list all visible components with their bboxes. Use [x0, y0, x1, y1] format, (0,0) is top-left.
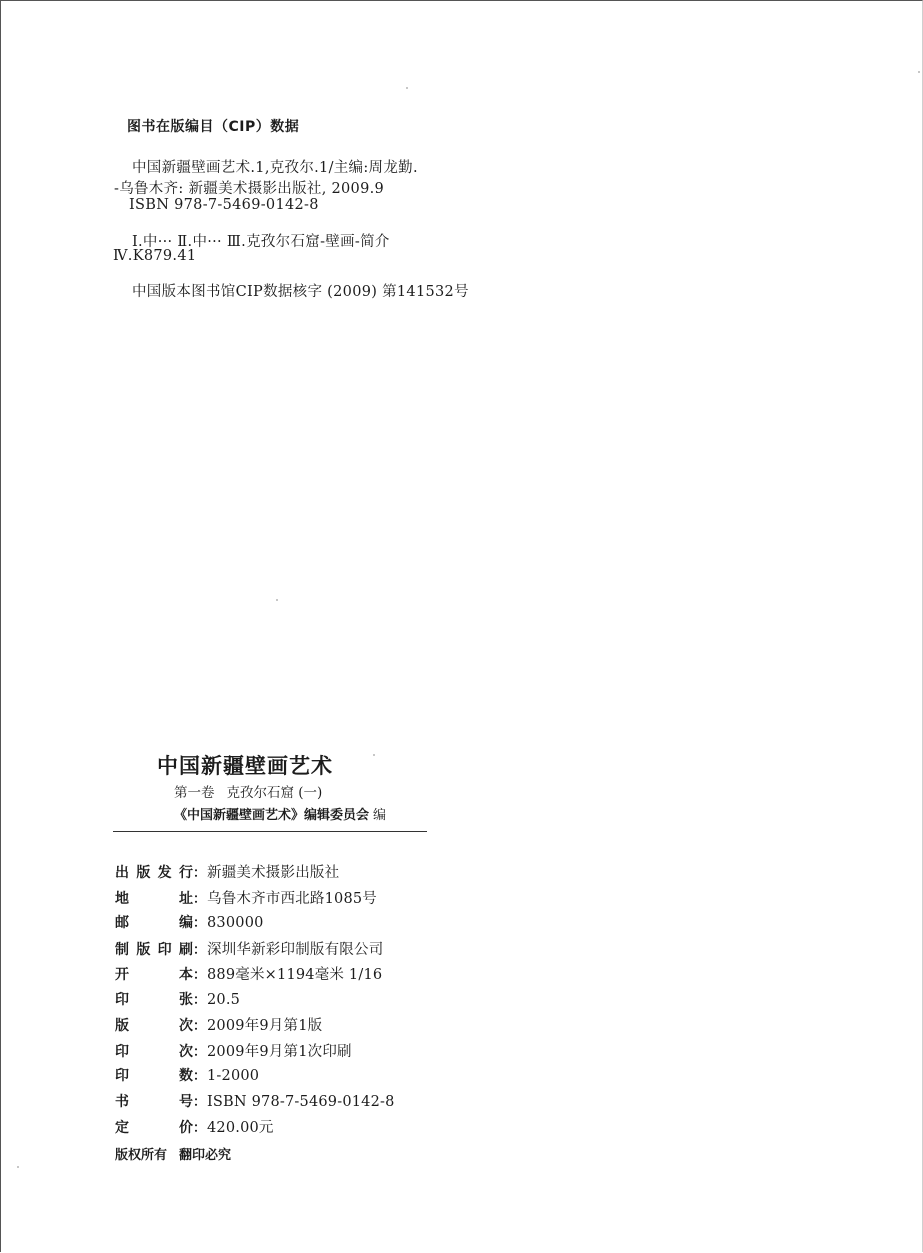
colophon-label: 定 价 — [115, 1120, 193, 1136]
colophon-row — [115, 912, 595, 938]
colophon-colon: ： — [193, 1019, 207, 1034]
colophon-value: 830000 — [207, 915, 264, 931]
editor-line — [174, 804, 386, 823]
volume-number: 第一卷 — [174, 785, 215, 801]
scan-speck — [406, 87, 408, 89]
colophon-colon: ： — [193, 891, 207, 907]
colophon-colon: ： — [193, 1044, 207, 1060]
colophon-colon: ： — [193, 968, 207, 983]
colophon-row — [115, 963, 595, 989]
book-title: 中国新疆壁画艺术 — [157, 754, 333, 778]
editor-role: 编 — [373, 808, 387, 823]
colophon-label: 开 本 — [115, 967, 193, 983]
cip-heading: 图书在版编目（CIP）数据 — [127, 119, 300, 135]
cip-subject-line: Ⅰ.中··· Ⅱ.中··· Ⅲ.克孜尔石窟-壁画-简介 — [132, 234, 390, 250]
colophon-value: 乌鲁木齐市西北路1085号 — [207, 890, 378, 907]
colophon-row — [115, 887, 595, 913]
colophon-value: 889毫米×1194毫米 1/16 — [207, 967, 383, 983]
colophon-row — [115, 989, 595, 1015]
scan-speck — [918, 71, 920, 73]
colophon-colon: ： — [193, 1094, 207, 1110]
colophon-colon: ： — [193, 1121, 207, 1136]
cip-classification: Ⅳ.K879.41 — [113, 248, 197, 264]
volume-subtitle: 克孜尔石窟 (一) — [226, 785, 323, 801]
scan-speck — [373, 754, 375, 756]
colophon-value: 新疆美术摄影出版社 — [207, 865, 340, 881]
colophon-row — [115, 1040, 595, 1066]
colophon-label: 印 数 — [115, 1068, 193, 1084]
colophon-value: ISBN 978-7-5469-0142-8 — [207, 1093, 395, 1110]
colophon-label: 版 次 — [115, 1018, 193, 1034]
colophon-label: 制 版 印 刷 — [115, 941, 193, 958]
cip-isbn-line: ISBN 978-7-5469-0142-8 — [129, 197, 319, 213]
colophon-row — [115, 938, 595, 964]
colophon-table — [115, 861, 595, 1142]
colophon-row — [115, 1065, 595, 1091]
colophon-row — [115, 1091, 595, 1117]
colophon-label: 出 版 发 行 — [115, 865, 193, 881]
scan-speck — [276, 599, 278, 601]
cip-entry-line: 中国新疆壁画艺术.1,克孜尔.1/主编:周龙勤. — [132, 160, 418, 176]
colophon-value: 420.00元 — [207, 1120, 274, 1136]
colophon-value: 深圳华新彩印制版有限公司 — [207, 941, 384, 958]
colophon-value: 2009年9月第1版 — [207, 1018, 323, 1034]
colophon-label: 书 号 — [115, 1093, 193, 1110]
colophon-colon: ： — [193, 942, 207, 958]
colophon-row — [115, 1116, 595, 1142]
colophon-colon: ： — [193, 992, 207, 1008]
colophon-value: 2009年9月第1次印刷 — [207, 1043, 352, 1060]
colophon-label: 地 址 — [115, 890, 193, 907]
cip-publisher-line: -乌鲁木齐: 新疆美术摄影出版社, 2009.9 — [114, 181, 385, 197]
colophon-row — [115, 1014, 595, 1040]
no-reproduction: 翻印必究 — [179, 1148, 232, 1163]
colophon-label: 印 次 — [115, 1043, 193, 1060]
editor-organization: 《中国新疆壁画艺术》编辑委员会 — [174, 808, 370, 823]
colophon-value: 20.5 — [207, 991, 241, 1008]
rights-reserved: 版权所有 — [115, 1148, 168, 1163]
colophon-row — [115, 861, 595, 887]
scan-speck — [17, 1166, 19, 1168]
colophon-colon: ： — [193, 916, 207, 931]
rights-notice — [115, 1144, 231, 1163]
colophon-label: 印 张 — [115, 991, 193, 1008]
cip-record-number: 中国版本图书馆CIP数据核字 (2009) 第141532号 — [132, 284, 469, 300]
colophon-label: 邮 编 — [115, 915, 193, 931]
volume-line — [174, 781, 322, 801]
colophon-value: 1-2000 — [207, 1068, 260, 1084]
colophon-colon: ： — [193, 866, 207, 881]
divider-rule — [113, 831, 427, 832]
colophon-colon: ： — [193, 1069, 207, 1084]
